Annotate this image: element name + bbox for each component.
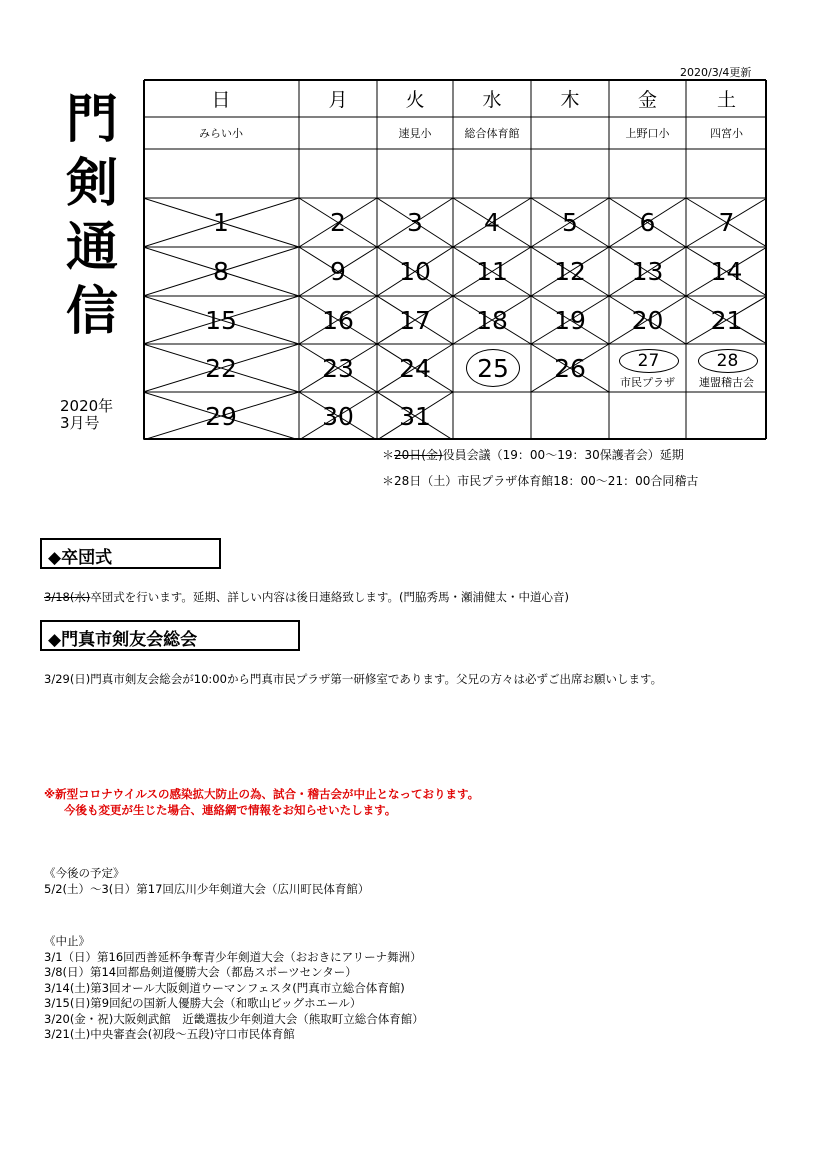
- note-text: 役員会議（19：00～19：30保護者会）延期: [442, 448, 684, 462]
- calendar-day: 10: [399, 257, 431, 286]
- calendar-day: 17: [399, 305, 431, 335]
- weekday-header: 土: [716, 88, 736, 111]
- calendar-day: 3: [407, 208, 423, 237]
- graduation-detail: 卒団式を行います。延期、詳しい内容は後日連絡致します。(門脇秀馬・瀬浦健太・中道心音): [90, 590, 569, 604]
- weekday-header: 金: [637, 88, 657, 111]
- cancelled-list: [44, 934, 424, 1043]
- practice-day-label: 市民プラザ: [620, 376, 675, 389]
- cancelled-item: 3/21(土)中央審査会(初段～五段)守口市民体育館: [44, 1027, 295, 1041]
- calendar-day: 12: [554, 257, 586, 286]
- issue-month: 3月号: [60, 414, 100, 432]
- issue-label: [60, 398, 113, 432]
- upcoming-heading: 《今後の予定》: [44, 866, 125, 880]
- calendar-day: 31: [399, 401, 431, 431]
- practice-venue: [531, 117, 609, 149]
- newsletter-title: [56, 88, 128, 344]
- weekday-header: 月: [328, 88, 348, 111]
- practice-venue: 上野口小: [625, 127, 670, 140]
- section-heading-graduation: ◆卒団式: [40, 538, 221, 569]
- updated-date: 2020/3/4更新: [680, 66, 752, 79]
- issue-year: 2020年: [60, 397, 114, 415]
- calendar-day: 9: [330, 257, 346, 286]
- calendar-day: 6: [639, 208, 656, 237]
- covid-alert-line2: 今後も変更が生じた場合、連絡網で情報をお知らせいたします。: [64, 803, 397, 817]
- weekday-header: 日: [211, 88, 231, 111]
- cancelled-item: 3/8(日）第14回都島剣道優勝大会（都島スポーツセンター）: [44, 965, 357, 979]
- calendar-day: 11: [476, 257, 508, 286]
- practice-venue: みらい小: [199, 127, 243, 140]
- calendar: [143, 79, 767, 440]
- calendar-day: 2: [330, 208, 346, 237]
- practice-day-circle: 27: [619, 349, 679, 373]
- cancelled-item: 3/20(金・祝)大阪剣武館 近畿選抜少年剣道大会（熊取町立総合体育館）: [44, 1011, 424, 1026]
- note-meeting: [382, 446, 684, 463]
- note-bullet: ＊: [382, 448, 395, 462]
- covid-alert-line1: ※新型コロナウイルスの感染拡大防止の為、試合・稽古会が中止となっております。: [44, 787, 480, 801]
- calendar-day: 14: [710, 257, 743, 286]
- title-char: 門: [65, 90, 118, 150]
- calendar-day: 21: [710, 305, 743, 335]
- upcoming-item: 5/2(土）～3(日）第17回広川少年剣道大会（広川町民体育館）: [44, 881, 370, 896]
- practice-venue: 総合体育館: [464, 127, 520, 140]
- calendar-day: 24: [399, 353, 431, 383]
- calendar-day: 26: [554, 353, 586, 383]
- calendar-day: 29: [205, 401, 237, 431]
- calendar-day: 19: [554, 305, 586, 335]
- practice-day-label: 連盟稽古会: [699, 376, 754, 389]
- weekday-header: 木: [560, 88, 580, 111]
- note-practice: ＊28日（土）市民プラザ体育館18：00～21：00合同稽古: [382, 474, 699, 488]
- calendar-day: 5: [562, 208, 578, 237]
- calendar-day: 15: [205, 305, 237, 335]
- title-char: 剣: [65, 154, 118, 214]
- calendar-day: 30: [322, 401, 354, 431]
- practice-venue: [299, 117, 377, 149]
- calendar-day: 16: [322, 305, 354, 335]
- cancelled-item: 3/1（日）第16回西善延杯争奪青少年剣道大会（おおきにアリーナ舞洲）: [44, 949, 422, 964]
- calendar-day: 23: [322, 353, 354, 383]
- cancelled-heading: 《中止》: [44, 934, 90, 948]
- cancelled-item: 3/14(土)第3回オール大阪剣道ウーマンフェスタ(門真市立総合体育館): [44, 980, 405, 995]
- practice-day-circle: 25: [466, 349, 520, 387]
- cancelled-item: 3/15(日)第9回紀の国新人優勝大会（和歌山ビッグホエール）: [44, 996, 362, 1010]
- calendar-day: 8: [213, 257, 229, 286]
- calendar-day: 7: [718, 208, 735, 237]
- graduation-text: [44, 589, 569, 605]
- practice-venue: 速見小: [398, 127, 432, 140]
- note-struck-date: 20日(金): [394, 448, 443, 462]
- title-char: 通: [65, 218, 118, 278]
- section-heading-general-meeting: ◆門真市剣友会総会: [40, 620, 300, 651]
- weekday-header: 水: [482, 88, 502, 111]
- practice-venue: 四宮小: [710, 127, 743, 140]
- upcoming-schedule: [44, 866, 369, 897]
- practice-day-circle: 28: [698, 349, 758, 373]
- title-char: 信: [65, 282, 118, 342]
- calendar-day: 18: [476, 305, 508, 335]
- calendar-day: 1: [213, 208, 229, 237]
- general-meeting-text: 3/29(日)門真市剣友会総会が10:00から門真市民プラザ第一研修室であります。父兄の方々は必ずご出席お願いします。: [44, 672, 663, 686]
- graduation-struck-date: 3/18(水): [44, 590, 91, 604]
- calendar-day: 20: [631, 305, 664, 335]
- calendar-day: 22: [205, 353, 237, 383]
- weekday-header: 火: [405, 88, 425, 111]
- calendar-day: 13: [631, 257, 664, 286]
- calendar-day: 4: [484, 208, 500, 237]
